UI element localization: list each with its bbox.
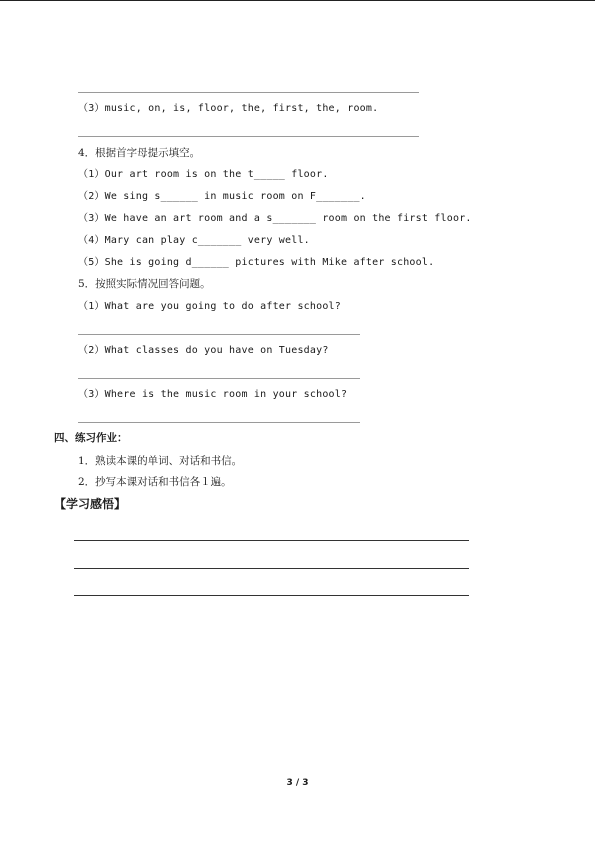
section-4-title: 4．根据首字母提示填空。 bbox=[78, 147, 201, 159]
fill-blank-item-4: （4）Mary can play c_______ very well. bbox=[78, 235, 310, 246]
answer-line bbox=[78, 334, 360, 335]
sentence-order-item-3: （3）music, on, is, floor, the, first, the, room. bbox=[78, 103, 379, 114]
reflection-line-3 bbox=[74, 595, 469, 596]
answer-line bbox=[78, 422, 360, 423]
answer-line bbox=[78, 136, 419, 137]
reflection-heading: 【学习感悟】 bbox=[54, 497, 127, 511]
answer-line bbox=[78, 92, 419, 93]
question-2: （2）What classes do you have on Tuesday? bbox=[78, 345, 329, 356]
reflection-line-2 bbox=[74, 568, 469, 569]
fill-blank-item-5: （5）She is going d______ pictures with Mike after school. bbox=[78, 257, 435, 268]
section-5-title: 5．按照实际情况回答问题。 bbox=[78, 278, 211, 290]
fill-blank-item-1: （1）Our art room is on the t_____ floor. bbox=[78, 169, 329, 180]
homework-item-2: 2．抄写本课对话和书信各１遍。 bbox=[78, 476, 232, 488]
reflection-line-1 bbox=[74, 540, 469, 541]
answer-line bbox=[78, 378, 360, 379]
fill-blank-item-2: （2）We sing s______ in music room on F_______. bbox=[78, 191, 366, 202]
fill-blank-item-3: （3）We have an art room and a s_______ room on the first floor. bbox=[78, 213, 472, 224]
homework-item-1: 1．熟读本课的单词、对话和书信。 bbox=[78, 455, 243, 467]
question-1: （1）What are you going to do after school? bbox=[78, 301, 341, 312]
question-3: （3）Where is the music room in your school? bbox=[78, 389, 348, 400]
homework-heading: 四、练习作业： bbox=[54, 432, 128, 444]
page-number: 3 / 3 bbox=[286, 778, 309, 788]
page-top-border bbox=[0, 0, 595, 1]
